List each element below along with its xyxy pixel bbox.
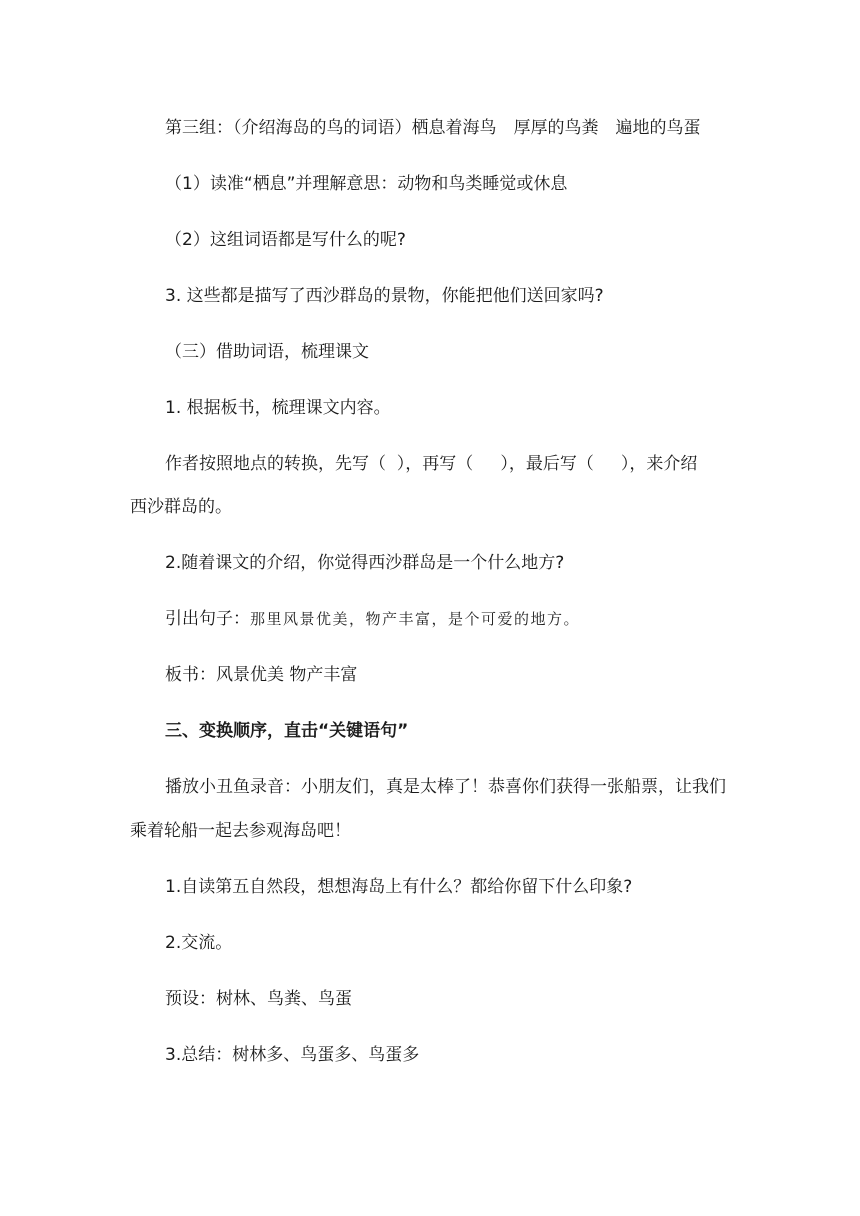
part-3-summary: 3.总结：树林多、鸟蛋多、鸟蛋多 [165,1045,420,1065]
section-3-item-2: 2.随着课文的介绍，你觉得西沙群岛是一个什么地方? [165,553,565,573]
fill-in-blank-line-1: 作者按照地点的转换，先写（ ），再写（ ），最后写（ ），来介绍 [165,454,698,474]
section-3-heading: （三）借助词语，梳理课文 [165,342,369,362]
group3-item-2: （2）这组词语都是写什么的呢? [165,230,406,250]
part-3-heading: 三、变换顺序，直击“关键语句” [165,721,409,741]
part-3-preset: 预设：树林、鸟粪、鸟蛋 [165,989,352,1009]
fill-in-blank-line-2: 西沙群岛的。 [130,497,232,517]
audio-text-line-2: 乘着轮船一起去参观海岛吧！ [130,821,351,841]
group3-item-1: （1）读准“栖息”并理解意思：动物和鸟类睡觉或休息 [165,174,568,194]
section-3-item-1: 1. 根据板书，梳理课文内容。 [165,398,391,418]
lead-sentence-line [165,608,580,630]
audio-text-line-1: 播放小丑鱼录音：小朋友们，真是太棒了！恭喜你们获得一张船票，让我们 [165,777,726,797]
board-writing: 板书：风景优美 物产丰富 [165,665,358,685]
lead-sentence: 那里风景优美，物产丰富，是个可爱的地方。 [250,610,581,628]
step-3-text: 3. 这些都是描写了西沙群岛的景物，你能把他们送回家吗? [165,286,604,306]
part-3-item-1: 1.自读第五自然段，想想海岛上有什么？都给你留下什么印象? [165,877,633,897]
group3-heading: 第三组：（介绍海岛的鸟的词语）栖息着海鸟 厚厚的鸟粪 遍地的鸟蛋 [165,118,701,138]
part-3-item-2: 2.交流。 [165,933,233,953]
lead-label: 引出句子： [165,609,250,629]
